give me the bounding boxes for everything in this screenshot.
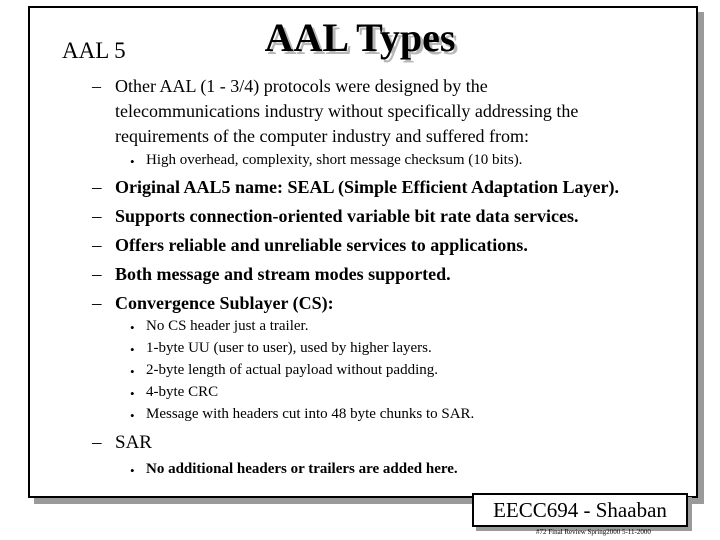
intro-sub: High overhead, complexity, short message checksum (10 bits). — [146, 152, 523, 168]
point: Original AAL5 name: SEAL (Simple Efficient Adaptation Layer). — [115, 177, 620, 197]
dash-bullet: – — [92, 206, 102, 227]
cs-item: No CS header just a trailer. — [146, 318, 309, 334]
dot-bullet: • — [130, 320, 135, 335]
dash-bullet: – — [92, 264, 102, 285]
dot-bullet: • — [130, 364, 135, 379]
dot-bullet: • — [130, 342, 135, 357]
dash-bullet: – — [92, 293, 102, 314]
point: Offers reliable and unreliable services to applications. — [115, 235, 528, 255]
slide-title: AAL Types — [264, 15, 456, 60]
dash-bullet: – — [92, 235, 102, 256]
dot-bullet: • — [130, 386, 135, 401]
sar-heading: SAR — [115, 432, 152, 453]
intro-line: requirements of the computer industry and suffered from: — [115, 126, 530, 146]
dot-bullet: • — [130, 154, 135, 169]
sar-sub: No additional headers or trailers are added here. — [146, 461, 458, 477]
corner-label: AAL 5 — [62, 38, 126, 63]
cs-item: 4-byte CRC — [146, 384, 219, 400]
dot-bullet: • — [130, 463, 135, 478]
footer-course-box: EECC694 - Shaaban — [472, 493, 688, 527]
dash-bullet: – — [92, 177, 102, 198]
dot-bullet: • — [130, 408, 135, 423]
cs-item: 2-byte length of actual payload without padding. — [146, 362, 439, 378]
dash-bullet: – — [92, 76, 101, 96]
intro-line: telecommunications industry without specifically addressing the — [115, 101, 579, 121]
cs-item: Message with headers cut into 48 byte chunks to SAR. — [146, 406, 475, 422]
cs-item: 1-byte UU (user to user), used by higher layers. — [146, 340, 432, 356]
intro-line: Other AAL (1 - 3/4) protocols were designed by the — [115, 76, 488, 96]
point: Both message and stream modes supported. — [115, 264, 451, 284]
footer-note: #72 Final Review Spring2000 5-11-2000 — [536, 528, 651, 536]
point: Supports connection-oriented variable bit rate data services. — [115, 206, 579, 226]
point: Convergence Sublayer (CS): — [115, 293, 334, 313]
dash-bullet: – — [92, 432, 102, 453]
